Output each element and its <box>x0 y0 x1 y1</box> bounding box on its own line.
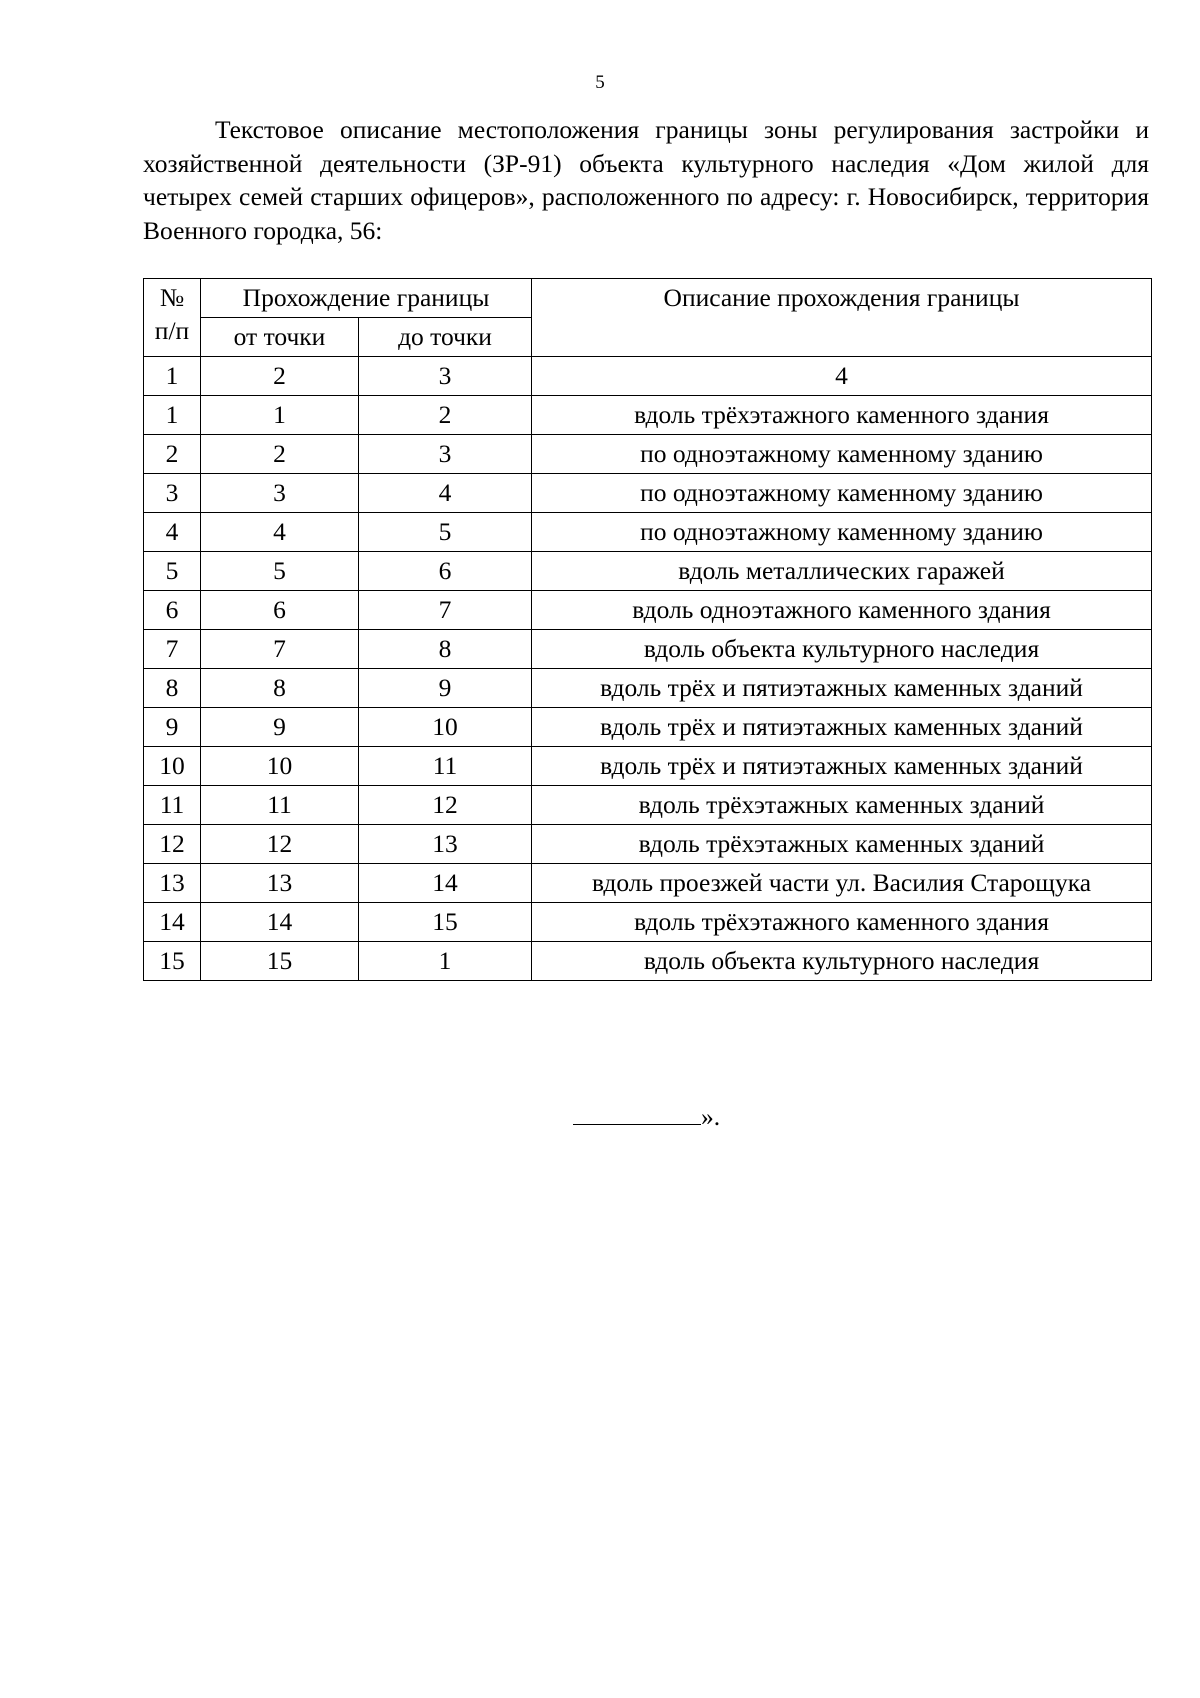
boundary-table <box>143 278 1152 981</box>
table-row <box>144 708 1152 747</box>
intro-paragraph: Текстовое описание местоположения границы зоны регулирования застройки и хозяйственной деятельности (ЗР-91) объекта культурного наследия «Дом жилой для четырех семей старших офицеров», расположенного по адресу: г. Новосибирск, территория Военного городка, 56: <box>143 115 1149 245</box>
to-point-cell: 7 <box>359 591 532 630</box>
from-point-cell: 12 <box>201 825 359 864</box>
page-number: 5 <box>595 72 605 93</box>
closing-quote-mark: ». <box>701 1102 721 1131</box>
to-point-cell: 12 <box>359 786 532 825</box>
table-row <box>144 825 1152 864</box>
from-point-cell: 11 <box>201 786 359 825</box>
row-number-cell: 12 <box>144 825 201 864</box>
from-point-cell: 4 <box>201 513 359 552</box>
to-point-cell: 2 <box>359 396 532 435</box>
row-number-cell: 9 <box>144 708 201 747</box>
table-row <box>144 669 1152 708</box>
header-description: Описание прохождения границы <box>532 279 1152 357</box>
description-cell: вдоль объекта культурного наследия <box>532 630 1152 669</box>
row-number-cell: 13 <box>144 864 201 903</box>
to-point-cell: 13 <box>359 825 532 864</box>
from-point-cell: 7 <box>201 630 359 669</box>
column-numbers-row <box>144 357 1152 396</box>
column-number: 3 <box>359 357 532 396</box>
table-row <box>144 435 1152 474</box>
description-cell: вдоль одноэтажного каменного здания <box>532 591 1152 630</box>
table-row <box>144 903 1152 942</box>
from-point-cell: 5 <box>201 552 359 591</box>
table-row <box>144 591 1152 630</box>
description-cell: вдоль трёхэтажных каменных зданий <box>532 825 1152 864</box>
from-point-cell: 8 <box>201 669 359 708</box>
row-number-cell: 7 <box>144 630 201 669</box>
to-point-cell: 9 <box>359 669 532 708</box>
from-point-cell: 9 <box>201 708 359 747</box>
table-row <box>144 786 1152 825</box>
row-number-cell: 15 <box>144 942 201 981</box>
row-number-cell: 4 <box>144 513 201 552</box>
to-point-cell: 6 <box>359 552 532 591</box>
header-row-1 <box>144 279 1152 318</box>
description-cell: вдоль трёх и пятиэтажных каменных зданий <box>532 708 1152 747</box>
from-point-cell: 10 <box>201 747 359 786</box>
to-point-cell: 8 <box>359 630 532 669</box>
to-point-cell: 15 <box>359 903 532 942</box>
from-point-cell: 2 <box>201 435 359 474</box>
row-number-cell: 14 <box>144 903 201 942</box>
header-from-point: от точки <box>201 318 359 357</box>
description-cell: по одноэтажному каменному зданию <box>532 513 1152 552</box>
table-row <box>144 630 1152 669</box>
closing-line <box>573 1100 720 1132</box>
to-point-cell: 3 <box>359 435 532 474</box>
row-number-cell: 2 <box>144 435 201 474</box>
table-row <box>144 747 1152 786</box>
from-point-cell: 13 <box>201 864 359 903</box>
table-row <box>144 942 1152 981</box>
header-to-point: до точки <box>359 318 532 357</box>
table-row <box>144 552 1152 591</box>
description-cell: вдоль металлических гаражей <box>532 552 1152 591</box>
row-number-cell: 3 <box>144 474 201 513</box>
from-point-cell: 15 <box>201 942 359 981</box>
column-number: 2 <box>201 357 359 396</box>
description-cell: по одноэтажному каменному зданию <box>532 435 1152 474</box>
from-point-cell: 14 <box>201 903 359 942</box>
description-cell: вдоль трёх и пятиэтажных каменных зданий <box>532 669 1152 708</box>
table-row <box>144 474 1152 513</box>
row-number-cell: 11 <box>144 786 201 825</box>
row-number-cell: 10 <box>144 747 201 786</box>
description-cell: вдоль трёхэтажных каменных зданий <box>532 786 1152 825</box>
description-cell: по одноэтажному каменному зданию <box>532 474 1152 513</box>
header-number-abbrev: п/п <box>154 316 190 345</box>
table-row <box>144 864 1152 903</box>
from-point-cell: 6 <box>201 591 359 630</box>
table-body <box>144 396 1152 981</box>
to-point-cell: 10 <box>359 708 532 747</box>
description-cell: вдоль трёхэтажного каменного здания <box>532 903 1152 942</box>
column-number: 1 <box>144 357 201 396</box>
table-header <box>144 279 1152 396</box>
description-cell: вдоль трёхэтажного каменного здания <box>532 396 1152 435</box>
header-number <box>144 279 201 357</box>
table-row <box>144 513 1152 552</box>
row-number-cell: 1 <box>144 396 201 435</box>
row-number-cell: 5 <box>144 552 201 591</box>
signature-blank-line <box>573 1100 701 1125</box>
header-number-symbol: № <box>159 283 185 312</box>
description-cell: вдоль проезжей части ул. Василия Старощука <box>532 864 1152 903</box>
description-cell: вдоль объекта культурного наследия <box>532 942 1152 981</box>
table-row <box>144 396 1152 435</box>
column-number: 4 <box>532 357 1152 396</box>
to-point-cell: 14 <box>359 864 532 903</box>
to-point-cell: 4 <box>359 474 532 513</box>
row-number-cell: 8 <box>144 669 201 708</box>
from-point-cell: 3 <box>201 474 359 513</box>
from-point-cell: 1 <box>201 396 359 435</box>
description-cell: вдоль трёх и пятиэтажных каменных зданий <box>532 747 1152 786</box>
row-number-cell: 6 <box>144 591 201 630</box>
to-point-cell: 1 <box>359 942 532 981</box>
header-passage: Прохождение границы <box>201 279 532 318</box>
to-point-cell: 5 <box>359 513 532 552</box>
to-point-cell: 11 <box>359 747 532 786</box>
